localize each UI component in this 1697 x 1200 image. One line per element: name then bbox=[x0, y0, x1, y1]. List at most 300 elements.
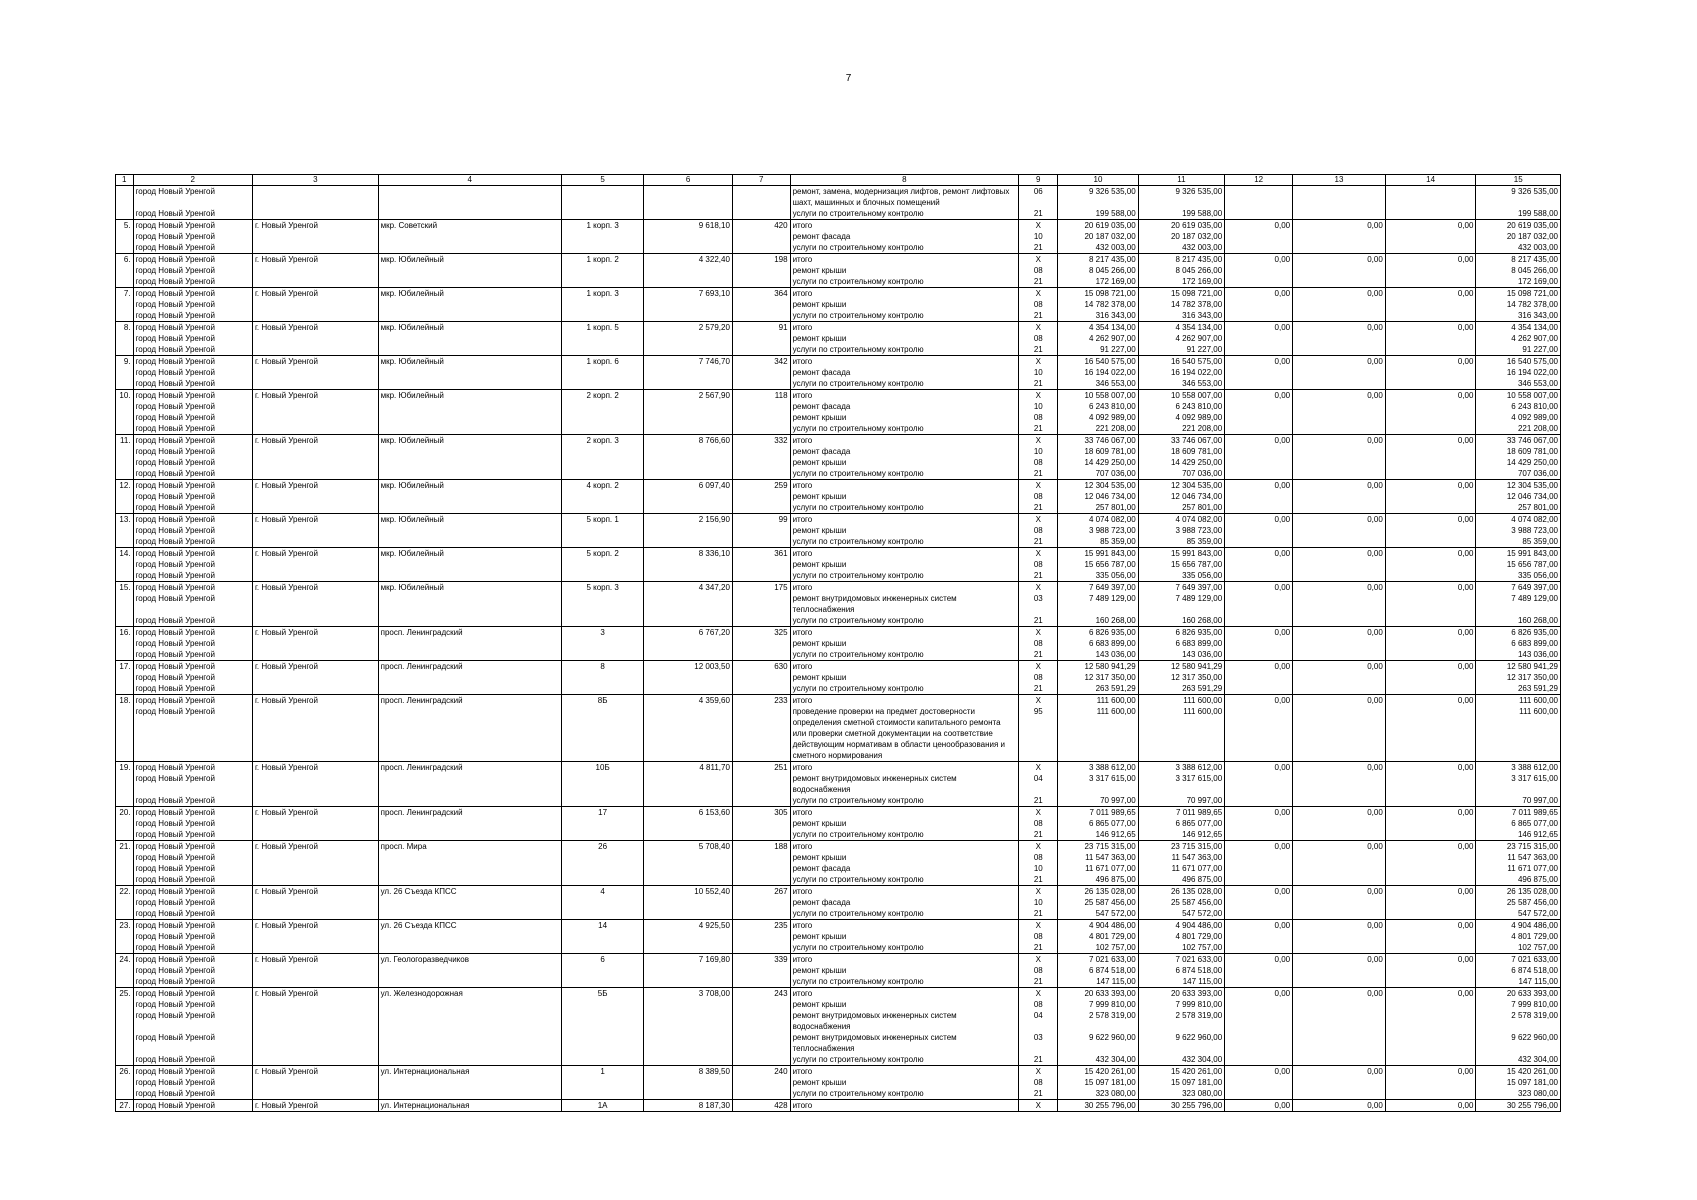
cell-row-number bbox=[116, 378, 134, 390]
cell-work-type: итого bbox=[790, 1066, 1019, 1078]
cell-municipality: город Новый Уренгой bbox=[133, 310, 252, 322]
cell-residents bbox=[732, 942, 790, 954]
cell-total-area bbox=[644, 344, 733, 356]
cell-settlement bbox=[252, 965, 378, 976]
cell-total-area bbox=[644, 818, 733, 829]
cell-fund-amount: 12 317 350,00 bbox=[1138, 672, 1225, 683]
table-row bbox=[116, 1077, 1561, 1088]
cell-residents bbox=[732, 231, 790, 242]
cell-col-12 bbox=[1225, 310, 1293, 322]
cell-work-type: услуги по строительному контролю bbox=[790, 1088, 1019, 1100]
cell-residents bbox=[732, 276, 790, 288]
cell-col-12 bbox=[1225, 265, 1293, 276]
table-row bbox=[116, 908, 1561, 920]
table-row bbox=[116, 288, 1561, 300]
cell-work-type: ремонт крыши bbox=[790, 638, 1019, 649]
cell-house-number bbox=[561, 638, 643, 649]
cell-fund-amount: 25 587 456,00 bbox=[1138, 897, 1225, 908]
cell-work-code: 10 bbox=[1019, 897, 1058, 908]
cell-row-number bbox=[116, 638, 134, 649]
cell-house-number bbox=[561, 378, 643, 390]
cell-house-number bbox=[561, 818, 643, 829]
table-row bbox=[116, 920, 1561, 932]
table-row bbox=[116, 638, 1561, 649]
cell-house-number: 1 корп. 2 bbox=[561, 254, 643, 266]
cell-work-type: итого bbox=[790, 661, 1019, 673]
cell-municipality: город Новый Уренгой bbox=[133, 548, 252, 560]
cell-settlement bbox=[252, 829, 378, 841]
cell-work-code: 06 bbox=[1019, 186, 1058, 209]
cell-row-number bbox=[116, 672, 134, 683]
cell-col-14 bbox=[1385, 874, 1476, 886]
cell-settlement: г. Новый Уренгой bbox=[252, 514, 378, 526]
cell-municipality: город Новый Уренгой bbox=[133, 615, 252, 627]
cell-fund-amount: 4 262 907,00 bbox=[1138, 333, 1225, 344]
cell-total-cost: 4 092 989,00 bbox=[1058, 412, 1138, 423]
cell-col-14 bbox=[1385, 310, 1476, 322]
cell-work-code: 08 bbox=[1019, 457, 1058, 468]
cell-house-number bbox=[561, 570, 643, 582]
cell-municipality: город Новый Уренгой bbox=[133, 1088, 252, 1100]
cell-street bbox=[378, 773, 561, 795]
cell-total-area: 2 567,90 bbox=[644, 390, 733, 402]
cell-settlement bbox=[252, 1054, 378, 1066]
cell-work-type: услуги по строительному контролю bbox=[790, 502, 1019, 514]
cell-municipality: город Новый Уренгой bbox=[133, 570, 252, 582]
cell-total-area: 6 097,40 bbox=[644, 480, 733, 492]
cell-col-13 bbox=[1293, 276, 1386, 288]
cell-total-cost: 111 600,00 bbox=[1058, 706, 1138, 762]
cell-total-cost: 91 227,00 bbox=[1058, 344, 1138, 356]
header-cell: 13 bbox=[1293, 175, 1386, 186]
cell-house-number bbox=[561, 1054, 643, 1066]
cell-row-number bbox=[116, 593, 134, 615]
cell-row-number: 22. bbox=[116, 886, 134, 898]
cell-street bbox=[378, 276, 561, 288]
cell-col-12: 0,00 bbox=[1225, 1100, 1293, 1112]
cell-row-number bbox=[116, 536, 134, 548]
cell-total-area bbox=[644, 1077, 733, 1088]
cell-total-area: 5 708,40 bbox=[644, 841, 733, 853]
cell-municipality: город Новый Уренгой bbox=[133, 265, 252, 276]
cell-col-14 bbox=[1385, 401, 1476, 412]
cell-work-type: ремонт, замена, модернизация лифтов, ремонт лифтовых шахт, машинных и блочных помещений bbox=[790, 186, 1019, 209]
cell-house-number bbox=[561, 502, 643, 514]
cell-col-13 bbox=[1293, 1077, 1386, 1088]
cell-work-type: итого bbox=[790, 220, 1019, 232]
cell-settlement: г. Новый Уренгой bbox=[252, 390, 378, 402]
cell-residents bbox=[732, 502, 790, 514]
cell-work-type: ремонт крыши bbox=[790, 931, 1019, 942]
cell-col-12: 0,00 bbox=[1225, 661, 1293, 673]
cell-col-13: 0,00 bbox=[1293, 548, 1386, 560]
cell-col-13 bbox=[1293, 344, 1386, 356]
cell-fund-amount: 7 999 810,00 bbox=[1138, 999, 1225, 1010]
cell-total-cost: 26 135 028,00 bbox=[1058, 886, 1138, 898]
table-row bbox=[116, 1100, 1561, 1112]
header-cell: 15 bbox=[1476, 175, 1561, 186]
cell-work-type: итого bbox=[790, 390, 1019, 402]
cell-settlement bbox=[252, 897, 378, 908]
cell-fund-amount: 3 988 723,00 bbox=[1138, 525, 1225, 536]
cell-house-number: 1А bbox=[561, 1100, 643, 1112]
cell-fund-amount: 91 227,00 bbox=[1138, 344, 1225, 356]
cell-total-area bbox=[644, 423, 733, 435]
cell-col-15: 12 580 941,29 bbox=[1476, 661, 1561, 673]
cell-row-number bbox=[116, 897, 134, 908]
cell-col-13 bbox=[1293, 525, 1386, 536]
cell-residents: 99 bbox=[732, 514, 790, 526]
cell-col-13 bbox=[1293, 502, 1386, 514]
cell-work-code: 08 bbox=[1019, 412, 1058, 423]
header-cell: 9 bbox=[1019, 175, 1058, 186]
cell-street bbox=[378, 242, 561, 254]
table-row bbox=[116, 468, 1561, 480]
cell-street: мкр. Советский bbox=[378, 220, 561, 232]
cell-work-type: итого bbox=[790, 322, 1019, 334]
cell-street bbox=[378, 1032, 561, 1054]
header-cell: 6 bbox=[644, 175, 733, 186]
cell-street bbox=[378, 593, 561, 615]
page-number: 7 bbox=[845, 73, 852, 84]
cell-total-area bbox=[644, 310, 733, 322]
cell-settlement: г. Новый Уренгой bbox=[252, 288, 378, 300]
cell-street bbox=[378, 1054, 561, 1066]
cell-house-number bbox=[561, 491, 643, 502]
cell-col-15: 335 056,00 bbox=[1476, 570, 1561, 582]
cell-col-12 bbox=[1225, 1088, 1293, 1100]
cell-col-15: 257 801,00 bbox=[1476, 502, 1561, 514]
cell-municipality: город Новый Уренгой bbox=[133, 942, 252, 954]
cell-col-12: 0,00 bbox=[1225, 988, 1293, 1000]
cell-col-14: 0,00 bbox=[1385, 1100, 1476, 1112]
table-row bbox=[116, 502, 1561, 514]
cell-settlement bbox=[252, 299, 378, 310]
cell-col-13: 0,00 bbox=[1293, 220, 1386, 232]
cell-street bbox=[378, 683, 561, 695]
capital-repair-register-table bbox=[115, 174, 1561, 1112]
cell-work-type: итого bbox=[790, 988, 1019, 1000]
table-row bbox=[116, 965, 1561, 976]
cell-street: мкр. Юбилейный bbox=[378, 514, 561, 526]
cell-fund-amount: 12 304 535,00 bbox=[1138, 480, 1225, 492]
cell-house-number bbox=[561, 908, 643, 920]
cell-total-cost: 6 683 899,00 bbox=[1058, 638, 1138, 649]
cell-work-code: X bbox=[1019, 548, 1058, 560]
cell-col-12 bbox=[1225, 502, 1293, 514]
cell-total-cost: 6 826 935,00 bbox=[1058, 627, 1138, 639]
cell-house-number: 1 корп. 5 bbox=[561, 322, 643, 334]
cell-municipality: город Новый Уренгой bbox=[133, 593, 252, 615]
cell-street: ул. 26 Съезда КПСС bbox=[378, 920, 561, 932]
cell-settlement bbox=[252, 344, 378, 356]
table-row bbox=[116, 220, 1561, 232]
cell-total-cost: 12 304 535,00 bbox=[1058, 480, 1138, 492]
cell-col-14 bbox=[1385, 525, 1476, 536]
cell-col-13: 0,00 bbox=[1293, 435, 1386, 447]
cell-municipality: город Новый Уренгой bbox=[133, 638, 252, 649]
header-cell: 14 bbox=[1385, 175, 1476, 186]
cell-work-type: ремонт внутридомовых инженерных систем водоснабжения bbox=[790, 773, 1019, 795]
cell-total-cost: 496 875,00 bbox=[1058, 874, 1138, 886]
cell-col-12 bbox=[1225, 672, 1293, 683]
cell-settlement bbox=[252, 401, 378, 412]
cell-total-cost: 16 194 022,00 bbox=[1058, 367, 1138, 378]
cell-settlement bbox=[252, 874, 378, 886]
cell-total-cost: 9 622 960,00 bbox=[1058, 1032, 1138, 1054]
header-cell: 11 bbox=[1138, 175, 1225, 186]
cell-row-number bbox=[116, 208, 134, 220]
cell-work-type: услуги по строительному контролю bbox=[790, 976, 1019, 988]
cell-total-area bbox=[644, 468, 733, 480]
cell-work-type: услуги по строительному контролю bbox=[790, 908, 1019, 920]
cell-col-14: 0,00 bbox=[1385, 254, 1476, 266]
cell-work-code: X bbox=[1019, 1100, 1058, 1112]
cell-col-12 bbox=[1225, 231, 1293, 242]
cell-total-cost: 7 021 633,00 bbox=[1058, 954, 1138, 966]
cell-work-code: X bbox=[1019, 886, 1058, 898]
cell-col-13 bbox=[1293, 829, 1386, 841]
cell-municipality: город Новый Уренгой bbox=[133, 1100, 252, 1112]
cell-row-number bbox=[116, 502, 134, 514]
cell-total-area bbox=[644, 615, 733, 627]
cell-work-code: 21 bbox=[1019, 536, 1058, 548]
header-cell: 7 bbox=[732, 175, 790, 186]
table-row bbox=[116, 795, 1561, 807]
cell-house-number bbox=[561, 795, 643, 807]
cell-work-code: 08 bbox=[1019, 852, 1058, 863]
table-row bbox=[116, 954, 1561, 966]
table-row bbox=[116, 1054, 1561, 1066]
cell-settlement bbox=[252, 276, 378, 288]
cell-col-15: 221 208,00 bbox=[1476, 423, 1561, 435]
cell-residents: 198 bbox=[732, 254, 790, 266]
cell-row-number bbox=[116, 795, 134, 807]
cell-col-13 bbox=[1293, 412, 1386, 423]
cell-col-15: 7 999 810,00 bbox=[1476, 999, 1561, 1010]
cell-col-12: 0,00 bbox=[1225, 954, 1293, 966]
cell-fund-amount: 11 671 077,00 bbox=[1138, 863, 1225, 874]
cell-col-15: 15 098 721,00 bbox=[1476, 288, 1561, 300]
cell-col-13: 0,00 bbox=[1293, 695, 1386, 707]
table-row bbox=[116, 378, 1561, 390]
cell-work-code: X bbox=[1019, 695, 1058, 707]
cell-total-cost: 263 591,29 bbox=[1058, 683, 1138, 695]
cell-row-number bbox=[116, 999, 134, 1010]
cell-total-cost: 12 046 734,00 bbox=[1058, 491, 1138, 502]
cell-fund-amount: 20 619 035,00 bbox=[1138, 220, 1225, 232]
cell-total-area bbox=[644, 874, 733, 886]
cell-municipality: город Новый Уренгой bbox=[133, 1032, 252, 1054]
cell-municipality: город Новый Уренгой bbox=[133, 536, 252, 548]
cell-col-14 bbox=[1385, 186, 1476, 209]
cell-work-code: 08 bbox=[1019, 299, 1058, 310]
cell-col-13 bbox=[1293, 242, 1386, 254]
cell-fund-amount: 4 074 082,00 bbox=[1138, 514, 1225, 526]
cell-col-15: 102 757,00 bbox=[1476, 942, 1561, 954]
cell-col-12 bbox=[1225, 536, 1293, 548]
cell-col-13 bbox=[1293, 976, 1386, 988]
cell-total-area bbox=[644, 570, 733, 582]
cell-row-number bbox=[116, 773, 134, 795]
cell-work-type: услуги по строительному контролю bbox=[790, 276, 1019, 288]
table-row bbox=[116, 1032, 1561, 1054]
cell-settlement bbox=[252, 976, 378, 988]
cell-col-14 bbox=[1385, 502, 1476, 514]
cell-col-15: 20 187 032,00 bbox=[1476, 231, 1561, 242]
cell-col-12 bbox=[1225, 965, 1293, 976]
cell-col-12: 0,00 bbox=[1225, 480, 1293, 492]
cell-col-15: 263 591,29 bbox=[1476, 683, 1561, 695]
cell-col-15: 7 649 397,00 bbox=[1476, 582, 1561, 594]
table-row bbox=[116, 886, 1561, 898]
table-row bbox=[116, 762, 1561, 774]
cell-fund-amount: 199 588,00 bbox=[1138, 208, 1225, 220]
cell-col-14 bbox=[1385, 829, 1476, 841]
cell-municipality: город Новый Уренгой bbox=[133, 683, 252, 695]
cell-house-number: 17 bbox=[561, 807, 643, 819]
cell-total-area: 4 925,50 bbox=[644, 920, 733, 932]
cell-settlement bbox=[252, 1088, 378, 1100]
cell-work-code: 21 bbox=[1019, 649, 1058, 661]
table-row bbox=[116, 367, 1561, 378]
cell-total-cost: 160 268,00 bbox=[1058, 615, 1138, 627]
cell-col-14 bbox=[1385, 265, 1476, 276]
cell-col-15: 16 194 022,00 bbox=[1476, 367, 1561, 378]
table-row bbox=[116, 265, 1561, 276]
cell-col-13 bbox=[1293, 615, 1386, 627]
cell-street bbox=[378, 1010, 561, 1032]
cell-work-type: услуги по строительному контролю bbox=[790, 242, 1019, 254]
cell-work-type: ремонт фасада bbox=[790, 231, 1019, 242]
cell-total-cost: 6 243 810,00 bbox=[1058, 401, 1138, 412]
cell-residents bbox=[732, 1054, 790, 1066]
cell-work-type: ремонт крыши bbox=[790, 559, 1019, 570]
cell-work-code: X bbox=[1019, 762, 1058, 774]
cell-street: просп. Ленинградский bbox=[378, 807, 561, 819]
cell-work-type: итого bbox=[790, 695, 1019, 707]
cell-work-code: X bbox=[1019, 356, 1058, 368]
cell-col-14 bbox=[1385, 683, 1476, 695]
cell-municipality: город Новый Уренгой bbox=[133, 446, 252, 457]
cell-municipality: город Новый Уренгой bbox=[133, 276, 252, 288]
cell-residents: 251 bbox=[732, 762, 790, 774]
cell-house-number bbox=[561, 999, 643, 1010]
cell-col-14 bbox=[1385, 468, 1476, 480]
cell-work-type: итого bbox=[790, 954, 1019, 966]
cell-house-number: 8Б bbox=[561, 695, 643, 707]
cell-row-number: 6. bbox=[116, 254, 134, 266]
cell-work-code: 21 bbox=[1019, 344, 1058, 356]
cell-col-13 bbox=[1293, 333, 1386, 344]
table-row bbox=[116, 976, 1561, 988]
cell-settlement: г. Новый Уренгой bbox=[252, 356, 378, 368]
cell-col-14: 0,00 bbox=[1385, 480, 1476, 492]
cell-residents bbox=[732, 1077, 790, 1088]
cell-residents: 361 bbox=[732, 548, 790, 560]
cell-residents bbox=[732, 829, 790, 841]
cell-col-13: 0,00 bbox=[1293, 954, 1386, 966]
cell-work-code: 10 bbox=[1019, 863, 1058, 874]
cell-work-code: 21 bbox=[1019, 1054, 1058, 1066]
cell-residents bbox=[732, 491, 790, 502]
cell-col-13: 0,00 bbox=[1293, 1066, 1386, 1078]
cell-col-13 bbox=[1293, 706, 1386, 762]
cell-total-cost: 4 074 082,00 bbox=[1058, 514, 1138, 526]
cell-work-code: 08 bbox=[1019, 265, 1058, 276]
cell-col-14 bbox=[1385, 367, 1476, 378]
table-row bbox=[116, 356, 1561, 368]
cell-col-13: 0,00 bbox=[1293, 514, 1386, 526]
cell-col-13 bbox=[1293, 1088, 1386, 1100]
cell-row-number bbox=[116, 942, 134, 954]
cell-col-13: 0,00 bbox=[1293, 886, 1386, 898]
cell-fund-amount: 7 649 397,00 bbox=[1138, 582, 1225, 594]
cell-col-14 bbox=[1385, 536, 1476, 548]
cell-work-code: 21 bbox=[1019, 378, 1058, 390]
cell-residents bbox=[732, 1088, 790, 1100]
cell-residents bbox=[732, 423, 790, 435]
cell-work-type: ремонт крыши bbox=[790, 852, 1019, 863]
cell-settlement bbox=[252, 378, 378, 390]
table-row bbox=[116, 514, 1561, 526]
cell-work-type: ремонт фасада bbox=[790, 897, 1019, 908]
cell-total-cost: 432 304,00 bbox=[1058, 1054, 1138, 1066]
cell-col-15: 6 874 518,00 bbox=[1476, 965, 1561, 976]
cell-col-12: 0,00 bbox=[1225, 886, 1293, 898]
cell-house-number: 26 bbox=[561, 841, 643, 853]
cell-street bbox=[378, 208, 561, 220]
cell-col-12: 0,00 bbox=[1225, 322, 1293, 334]
cell-col-12 bbox=[1225, 593, 1293, 615]
cell-col-15: 316 343,00 bbox=[1476, 310, 1561, 322]
cell-residents: 91 bbox=[732, 322, 790, 334]
cell-col-12: 0,00 bbox=[1225, 695, 1293, 707]
cell-col-14 bbox=[1385, 242, 1476, 254]
cell-fund-amount: 432 003,00 bbox=[1138, 242, 1225, 254]
cell-total-cost: 102 757,00 bbox=[1058, 942, 1138, 954]
cell-street bbox=[378, 897, 561, 908]
table-row bbox=[116, 1066, 1561, 1078]
header-cell: 4 bbox=[378, 175, 561, 186]
cell-total-area bbox=[644, 931, 733, 942]
cell-work-type: итого bbox=[790, 435, 1019, 447]
cell-settlement bbox=[252, 446, 378, 457]
cell-total-area: 2 156,90 bbox=[644, 514, 733, 526]
cell-house-number bbox=[561, 1077, 643, 1088]
cell-total-cost: 221 208,00 bbox=[1058, 423, 1138, 435]
cell-settlement: г. Новый Уренгой bbox=[252, 954, 378, 966]
cell-residents bbox=[732, 1032, 790, 1054]
cell-settlement bbox=[252, 795, 378, 807]
cell-col-12 bbox=[1225, 773, 1293, 795]
cell-total-cost: 11 547 363,00 bbox=[1058, 852, 1138, 863]
cell-work-code: 10 bbox=[1019, 367, 1058, 378]
cell-house-number bbox=[561, 525, 643, 536]
cell-col-12 bbox=[1225, 491, 1293, 502]
cell-work-code: X bbox=[1019, 390, 1058, 402]
cell-street: мкр. Юбилейный bbox=[378, 356, 561, 368]
cell-work-code: X bbox=[1019, 1066, 1058, 1078]
cell-street: мкр. Юбилейный bbox=[378, 322, 561, 334]
cell-col-15: 15 991 843,00 bbox=[1476, 548, 1561, 560]
cell-settlement bbox=[252, 942, 378, 954]
cell-street bbox=[378, 423, 561, 435]
cell-work-type: итого bbox=[790, 582, 1019, 594]
cell-col-15: 12 304 535,00 bbox=[1476, 480, 1561, 492]
cell-total-area: 8 336,10 bbox=[644, 548, 733, 560]
cell-col-13 bbox=[1293, 491, 1386, 502]
